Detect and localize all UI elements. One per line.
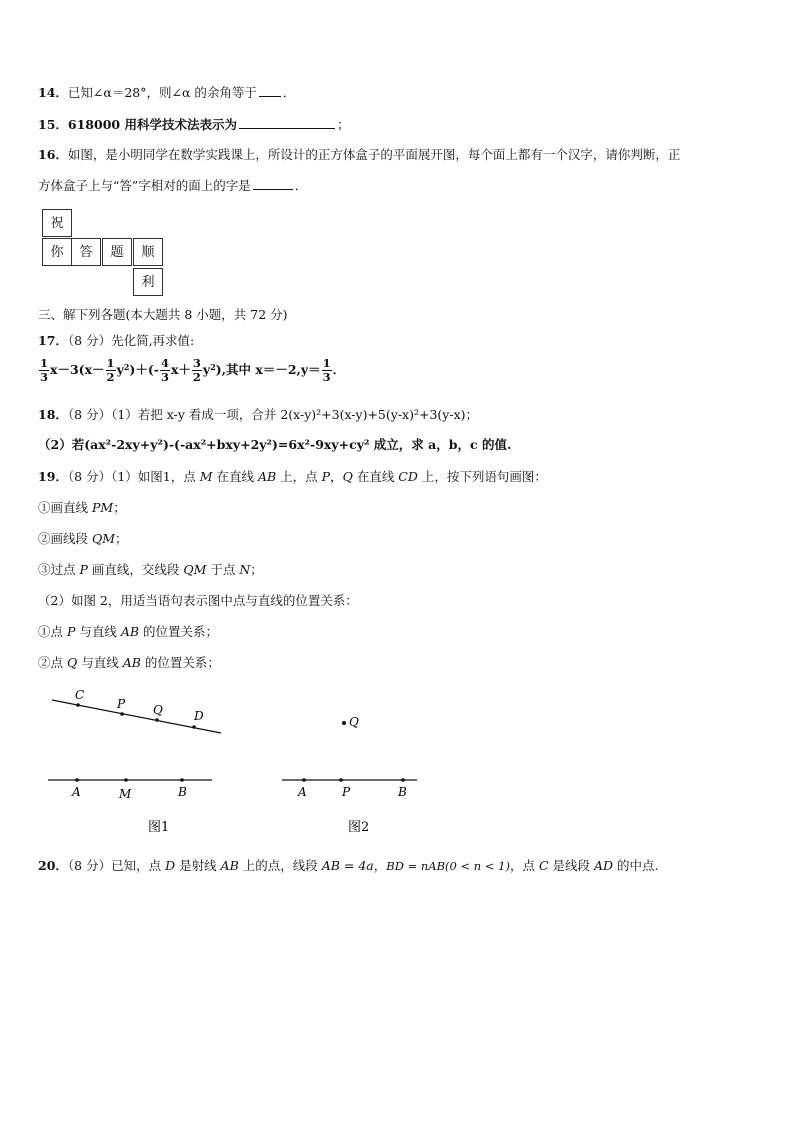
q19-part2: （2）如图 2，用适当语句表示图中点与直线的位置关系： bbox=[38, 593, 358, 608]
q19-number: 19． bbox=[38, 469, 68, 484]
q19-relation-2: ②点 Q 与直线 AB 的位置关系； bbox=[38, 655, 220, 670]
q16-number: 16． bbox=[38, 147, 68, 162]
q15-text: 618000 用科学技术法表示为 bbox=[67, 117, 237, 132]
frac-1-2: $\frac{1}{2}$ bbox=[106, 356, 115, 384]
label-a2: A bbox=[298, 785, 307, 799]
section-3-heading: 三、解下列各题(本大题共 8 小题，共 72 分) bbox=[38, 307, 288, 322]
q14-answer-blank[interactable] bbox=[259, 84, 281, 97]
label-c: C bbox=[75, 688, 85, 702]
label-q: Q bbox=[153, 703, 163, 717]
question-15 bbox=[38, 116, 349, 133]
question-19-part1: 19．（8 分）（1）如图1，点 M 在直线 AB 上，点 P，Q 在直线 CD 上，按下列语句画图： bbox=[38, 469, 547, 484]
question-16-line2 bbox=[38, 177, 307, 194]
q15-end: ； bbox=[336, 117, 350, 132]
q14-end: ． bbox=[282, 85, 296, 100]
q19-step-3: ③过点 P 画直线，交线段 QM 于点 N； bbox=[38, 562, 263, 577]
label-b: B bbox=[178, 785, 187, 799]
q19-step-1: ①画直线 PM； bbox=[38, 500, 126, 515]
point-a-dot bbox=[75, 778, 79, 782]
question-17-intro bbox=[38, 333, 194, 349]
q18-part1: （8 分）（1）若把 x-y 看成一项，合并 2(x-y)²+3(x-y)+5(y-x)²+3(y-x)； bbox=[67, 407, 478, 422]
point-p2-dot bbox=[339, 778, 343, 782]
expr-part: x＋ bbox=[170, 362, 191, 377]
q17-number: 17． bbox=[38, 333, 68, 348]
label-m: M bbox=[119, 787, 132, 801]
figures bbox=[0, 680, 794, 840]
q14-text: 已知∠α＝28°，则∠α 的余角等于 bbox=[67, 85, 257, 100]
q18-number: 18． bbox=[38, 407, 68, 422]
label-d: D bbox=[194, 709, 204, 723]
frac-4-3: $\frac{4}{3}$ bbox=[160, 356, 169, 384]
frac-3-2: $\frac{3}{2}$ bbox=[192, 356, 201, 384]
question-14 bbox=[38, 84, 295, 101]
question-18-part2: （2）若(ax²-2xy+y²)-(-ax²+bxy+2y²)=6x²-9xy+cy² 成立，求 a，b，c 的值. bbox=[38, 437, 512, 452]
q15-answer-blank[interactable] bbox=[239, 116, 335, 129]
point-m-dot bbox=[124, 778, 128, 782]
expr-part: )＋(- bbox=[129, 362, 159, 377]
point-q-dot bbox=[155, 718, 159, 722]
q20-number: 20． bbox=[38, 858, 68, 873]
label-a: A bbox=[72, 785, 81, 799]
point-q2-dot bbox=[342, 721, 346, 725]
net-cell-ni: 你 bbox=[42, 238, 72, 266]
label-p: P bbox=[117, 697, 126, 711]
q14-number: 14． bbox=[38, 85, 68, 100]
expr-part: y bbox=[116, 362, 124, 377]
point-a2-dot bbox=[302, 778, 306, 782]
figure-2-caption: 图2 bbox=[348, 820, 370, 835]
frac-1-3-b: $\frac{1}{3}$ bbox=[322, 356, 331, 384]
question-20: 20．（8 分）已知，点 D 是射线 AB 上的点，线段 AB = 4a，BD = nAB(0 < n < 1)，点 C 是线段 AD 的中点. bbox=[38, 858, 659, 873]
exp: 2 bbox=[210, 362, 216, 372]
q16-line2: 方体盒子上与“答”字相对的面上的字是 bbox=[38, 178, 251, 193]
figure-1-caption: 图1 bbox=[148, 820, 170, 835]
question-18-part1 bbox=[38, 407, 478, 423]
point-c-dot bbox=[76, 703, 80, 707]
net-cell-li: 利 bbox=[133, 268, 163, 296]
figure-1 bbox=[48, 688, 221, 835]
net-cell-da: 答 bbox=[71, 238, 101, 266]
q16-answer-blank[interactable] bbox=[253, 177, 293, 190]
point-p-dot bbox=[120, 712, 124, 716]
point-d-dot bbox=[192, 725, 196, 729]
q19-step-2: ②画线段 QM； bbox=[38, 531, 128, 546]
label-b2: B bbox=[398, 785, 407, 799]
frac-1-3-a: $\frac{1}{3}$ bbox=[40, 356, 49, 384]
q15-number: 15． bbox=[38, 117, 68, 132]
q17-intro: （8 分）先化简,再求值: bbox=[67, 333, 195, 348]
expr-part: y bbox=[202, 362, 211, 377]
q16-end: ． bbox=[294, 178, 308, 193]
net-cell-shun: 顺 bbox=[133, 238, 163, 266]
expr-part: ． bbox=[332, 362, 346, 377]
question-16-line1 bbox=[38, 147, 680, 163]
label-q2: Q bbox=[349, 715, 359, 729]
expr-part: ),其中 x＝－2,y＝ bbox=[215, 362, 321, 377]
label-p2: P bbox=[342, 785, 351, 799]
expr-part: x－3(x－ bbox=[50, 362, 105, 377]
q19-relation-1: ①点 P 与直线 AB 的位置关系； bbox=[38, 624, 219, 639]
q16-line1: 如图，是小明同学在数学实践课上，所设计的正方体盒子的平面展开图，每个面上都有一个汉字，请你判断，正 bbox=[67, 147, 681, 162]
net-cell-ti: 题 bbox=[102, 238, 132, 266]
point-b2-dot bbox=[401, 778, 405, 782]
figure-2 bbox=[282, 715, 417, 835]
exp: 2 bbox=[123, 362, 130, 372]
q17-expression bbox=[38, 356, 345, 384]
net-cell-zhu: 祝 bbox=[42, 209, 72, 237]
point-b-dot bbox=[180, 778, 184, 782]
